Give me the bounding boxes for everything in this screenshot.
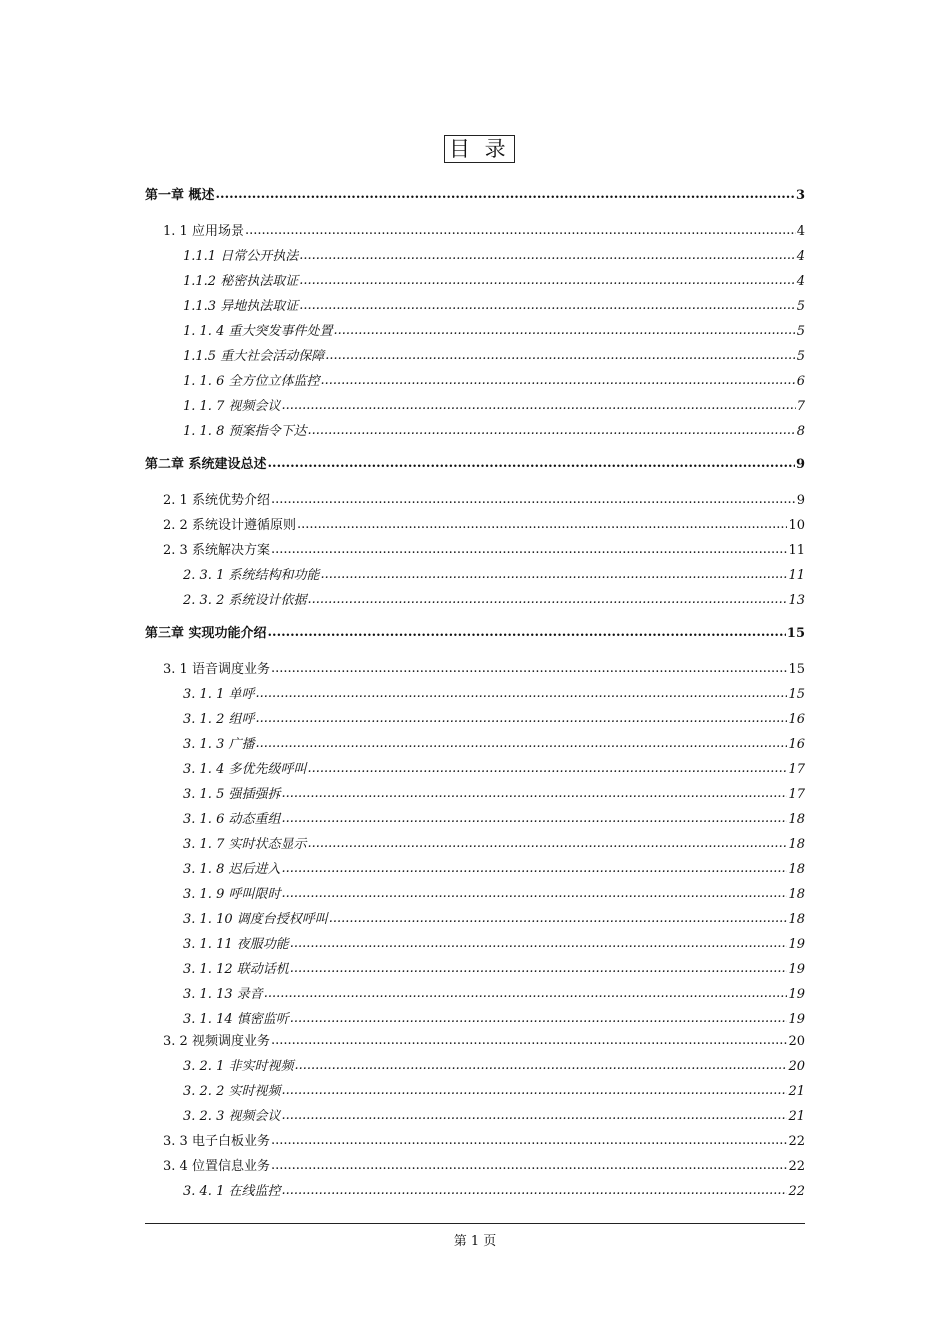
toc-dot-leader (271, 539, 788, 561)
toc-dot-leader (333, 320, 795, 342)
toc-entry-title: 1. 1. 4 重大突发事件处置 (183, 324, 333, 339)
toc-subsection-entry[interactable] (145, 371, 805, 393)
toc-dot-leader (255, 683, 787, 705)
toc-entry-title: 3. 2. 3 视频会议 (183, 1109, 281, 1124)
toc-page-number: 20 (788, 1034, 805, 1049)
toc-subsection-entry[interactable] (145, 1056, 805, 1078)
toc-page-number: 5 (796, 299, 805, 314)
page-number-footer: 第 1 页 (453, 1234, 497, 1249)
toc-dot-leader (299, 245, 796, 267)
toc-dot-leader (255, 708, 787, 730)
toc-entry-title: 1. 1 应用场景 (163, 224, 244, 239)
toc-dot-leader (216, 184, 795, 206)
toc-entry-title: 3. 1. 2 组呼 (183, 712, 255, 727)
toc-entry-title: 3. 1. 1 单呼 (183, 687, 255, 702)
toc-page-number: 20 (788, 1059, 805, 1074)
toc-subsection-entry[interactable] (145, 984, 805, 1006)
toc-section-entry[interactable] (145, 1131, 805, 1153)
toc-entry-title: 3. 1. 4 多优先级呼叫 (183, 762, 307, 777)
toc-page-number: 22 (788, 1184, 805, 1199)
toc-dot-leader (281, 1080, 787, 1102)
toc-page-number: 7 (796, 399, 805, 414)
toc-section-entry[interactable] (145, 1031, 805, 1053)
toc-dot-leader (281, 1180, 787, 1202)
toc-dot-leader (307, 833, 787, 855)
toc-page-number: 11 (788, 568, 805, 583)
toc-entry-title: 3. 1. 13 录音 (183, 987, 263, 1002)
toc-dot-leader (290, 958, 788, 980)
toc-dot-leader (281, 395, 795, 417)
toc-page-number: 18 (788, 862, 805, 877)
toc-subsection-entry[interactable] (145, 1081, 805, 1103)
toc-entry-title: 3. 1. 10 调度台授权呼叫 (183, 912, 328, 927)
toc-page-number: 3 (795, 188, 805, 203)
toc-dot-leader (299, 295, 796, 317)
toc-dot-leader (281, 783, 787, 805)
toc-entry-title: 1. 1. 8 预案指令下达 (183, 424, 307, 439)
toc-page-number: 18 (788, 837, 805, 852)
toc-dot-leader (329, 908, 788, 930)
toc-page-number: 19 (788, 987, 805, 1002)
toc-page-number: 18 (788, 912, 805, 927)
toc-entry-title: 3. 3 电子白板业务 (163, 1134, 270, 1149)
toc-entry-title: 3. 1. 11 夜服功能 (183, 937, 289, 952)
toc-dot-leader (290, 1008, 788, 1030)
toc-subsection-entry[interactable] (145, 565, 805, 587)
toc-entry-title: 3. 1. 3 广播 (183, 737, 255, 752)
toc-page-number: 16 (788, 737, 805, 752)
toc-subsection-entry[interactable] (145, 809, 805, 831)
toc-page-number: 17 (788, 787, 805, 802)
toc-page-number: 15 (786, 626, 805, 641)
toc-dot-leader (307, 420, 795, 442)
toc-subsection-entry[interactable] (145, 909, 805, 931)
toc-subsection-entry[interactable] (145, 684, 805, 706)
toc-dot-leader (281, 883, 787, 905)
toc-entry-title: 1. 1. 6 全方位立体监控 (183, 374, 320, 389)
toc-page-number: 11 (788, 543, 805, 558)
toc-page-number: 19 (788, 1012, 805, 1027)
toc-subsection-entry[interactable] (145, 271, 805, 293)
toc-subsection-entry[interactable] (145, 959, 805, 981)
toc-page-number: 21 (788, 1109, 805, 1124)
footer-divider (145, 1223, 805, 1224)
toc-subsection-entry[interactable] (145, 759, 805, 781)
toc-page-number: 6 (796, 374, 805, 389)
toc-entry-title: 3. 4. 1 在线监控 (183, 1184, 281, 1199)
toc-page-number: 8 (796, 424, 805, 439)
toc-dot-leader (320, 370, 795, 392)
toc-dot-leader (245, 220, 796, 242)
toc-dot-leader (297, 514, 788, 536)
toc-page-number: 5 (796, 324, 805, 339)
toc-dot-leader (307, 758, 787, 780)
toc-subsection-entry[interactable] (145, 590, 805, 612)
toc-page-number: 17 (788, 762, 805, 777)
toc-dot-leader (271, 1030, 788, 1052)
toc-section-entry[interactable] (145, 490, 805, 512)
toc-entry-title: 3. 2 视频调度业务 (163, 1034, 270, 1049)
toc-page-number: 9 (796, 493, 805, 508)
toc-dot-leader (271, 658, 788, 680)
toc-entry-title: 3. 1 语音调度业务 (163, 662, 270, 677)
toc-entry-title: 1.1.1 日常公开执法 (183, 249, 299, 264)
toc-chapter-entry[interactable] (145, 185, 805, 207)
toc-dot-leader (271, 1155, 788, 1177)
toc-entry-title: 3. 1. 9 呼叫限时 (183, 887, 281, 902)
toc-subsection-entry[interactable] (145, 834, 805, 856)
toc-subsection-entry[interactable] (145, 296, 805, 318)
toc-page-number: 19 (788, 962, 805, 977)
toc-entry-title: 3. 1. 8 迟后进入 (183, 862, 281, 877)
toc-page-number: 22 (788, 1159, 805, 1174)
toc-page-number: 21 (788, 1084, 805, 1099)
toc-subsection-entry[interactable] (145, 396, 805, 418)
toc-page-number: 13 (788, 593, 805, 608)
toc-subsection-entry[interactable] (145, 734, 805, 756)
toc-subsection-entry[interactable] (145, 784, 805, 806)
toc-subsection-entry[interactable] (145, 321, 805, 343)
toc-entry-title: 第三章 实现功能介绍 (145, 626, 267, 641)
toc-subsection-entry[interactable] (145, 859, 805, 881)
toc-dot-leader (268, 453, 795, 475)
toc-entry-title: 3. 2. 2 实时视频 (183, 1084, 281, 1099)
toc-entry-title: 3. 1. 5 强插强拆 (183, 787, 281, 802)
toc-subsection-entry[interactable] (145, 884, 805, 906)
toc-entry-title: 第二章 系统建设总述 (145, 457, 267, 472)
toc-page-number: 9 (795, 457, 805, 472)
toc-dot-leader (320, 564, 787, 586)
toc-page-number: 10 (788, 518, 805, 533)
toc-chapter-entry[interactable] (145, 454, 805, 476)
toc-section-entry[interactable] (145, 221, 805, 243)
toc-section-entry[interactable] (145, 540, 805, 562)
toc-chapter-entry[interactable] (145, 623, 805, 645)
toc-dot-leader (325, 345, 796, 367)
toc-entry-title: 3. 1. 7 实时状态显示 (183, 837, 307, 852)
toc-page-number: 4 (796, 274, 805, 289)
toc-dot-leader (281, 808, 787, 830)
toc-subsection-entry[interactable] (145, 421, 805, 443)
toc-entry-title: 2. 3. 2 系统设计依据 (183, 593, 307, 608)
toc-entry-title: 第一章 概述 (145, 188, 215, 203)
toc-entry-title: 2. 3. 1 系统结构和功能 (183, 568, 320, 583)
toc-page-number: 15 (788, 662, 805, 677)
toc-dot-leader (255, 733, 787, 755)
toc-page-number: 5 (796, 349, 805, 364)
toc-dot-leader (281, 858, 787, 880)
toc-page-number: 19 (788, 937, 805, 952)
page-title: 目 录 (444, 135, 515, 163)
toc-page-number: 18 (788, 812, 805, 827)
toc-entry-title: 3. 2. 1 非实时视频 (183, 1059, 294, 1074)
toc-subsection-entry[interactable] (145, 1009, 805, 1031)
toc-entry-title: 1. 1. 7 视频会议 (183, 399, 281, 414)
toc-subsection-entry[interactable] (145, 1106, 805, 1128)
toc-dot-leader (268, 622, 786, 644)
toc-dot-leader (299, 270, 796, 292)
toc-subsection-entry[interactable] (145, 934, 805, 956)
toc-page-number: 15 (788, 687, 805, 702)
toc-subsection-entry[interactable] (145, 1181, 805, 1203)
toc-entry-title: 2. 2 系统设计遵循原则 (163, 518, 296, 533)
toc-page-number: 4 (796, 249, 805, 264)
toc-dot-leader (290, 933, 788, 955)
toc-subsection-entry[interactable] (145, 709, 805, 731)
toc-page-number: 18 (788, 887, 805, 902)
toc-section-entry[interactable] (145, 659, 805, 681)
toc-subsection-entry[interactable] (145, 346, 805, 368)
toc-entry-title: 3. 1. 6 动态重组 (183, 812, 281, 827)
toc-dot-leader (271, 1130, 788, 1152)
toc-entry-title: 3. 4 位置信息业务 (163, 1159, 270, 1174)
toc-dot-leader (281, 1105, 787, 1127)
toc-dot-leader (264, 983, 788, 1005)
toc-page-number: 22 (788, 1134, 805, 1149)
toc-entry-title: 2. 1 系统优势介绍 (163, 493, 270, 508)
toc-page-number: 16 (788, 712, 805, 727)
toc-entry-title: 3. 1. 12 联动话机 (183, 962, 289, 977)
toc-dot-leader (307, 589, 787, 611)
toc-entry-title: 1.1.3 异地执法取证 (183, 299, 299, 314)
toc-section-entry[interactable] (145, 515, 805, 537)
toc-subsection-entry[interactable] (145, 246, 805, 268)
toc-entry-title: 2. 3 系统解决方案 (163, 543, 270, 558)
toc-dot-leader (271, 489, 796, 511)
toc-dot-leader (294, 1055, 787, 1077)
toc-entry-title: 3. 1. 14 慎密监听 (183, 1012, 289, 1027)
toc-section-entry[interactable] (145, 1156, 805, 1178)
toc-entry-title: 1.1.5 重大社会活动保障 (183, 349, 325, 364)
toc-entry-title: 1.1.2 秘密执法取证 (183, 274, 299, 289)
toc-page-number: 4 (796, 224, 805, 239)
